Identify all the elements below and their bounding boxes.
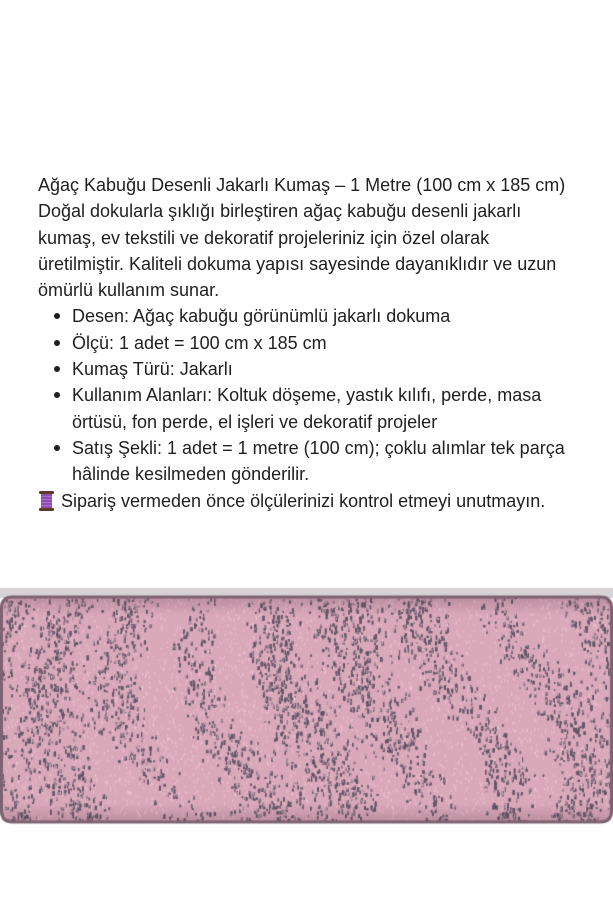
bullet-icon bbox=[54, 340, 60, 346]
fabric-roll-image bbox=[0, 588, 613, 828]
bullet-icon bbox=[54, 313, 60, 319]
measurement-note bbox=[38, 488, 598, 514]
feature-item-fabric-type bbox=[38, 356, 598, 382]
product-title: Ağaç Kabuğu Desenli Jakarlı Kumaş – 1 Metre (100 cm x 185 cm) bbox=[38, 175, 566, 195]
feature-list bbox=[38, 303, 598, 487]
bullet-icon bbox=[54, 445, 60, 451]
description-line: üretilmiştir. Kaliteli dokuma yapısı sayesinde dayanıklıdır ve uzun bbox=[38, 253, 557, 274]
feature-text: Kumaş Türü: Jakarlı bbox=[72, 359, 233, 380]
bullet-icon bbox=[54, 366, 60, 372]
feature-item-usage-areas bbox=[38, 382, 598, 435]
feature-text: Kullanım Alanları: Koltuk döşeme, yastık kılıfı, perde, masa bbox=[72, 385, 542, 406]
feature-text: örtüsü, fon perde, el işleri ve dekoratif projeler bbox=[72, 411, 438, 432]
feature-text: Satış Şekli: 1 adet = 1 metre (100 cm); çoklu alımlar tek parça bbox=[72, 437, 565, 458]
feature-item-pattern bbox=[38, 303, 598, 329]
description-line: kumaş, ev tekstili ve dekoratif projeleriniz için özel olarak bbox=[38, 227, 490, 248]
description-line: Doğal dokularla şıklığı birleştiren ağaç kabuğu desenli jakarlı bbox=[38, 201, 522, 222]
feature-item-sale-type bbox=[38, 435, 598, 488]
description-line: ömürlü kullanım sunar. bbox=[38, 280, 220, 301]
feature-text: hâlinde kesilmeden gönderilir. bbox=[72, 464, 310, 485]
thread-spool-icon bbox=[39, 491, 54, 511]
feature-text: Desen: Ağaç kabuğu görünümlü jakarlı dokuma bbox=[72, 306, 451, 327]
feature-item-size bbox=[38, 330, 598, 356]
note-text: Sipariş vermeden önce ölçülerinizi kontrol etmeyi unutmayın. bbox=[61, 490, 546, 511]
bullet-icon bbox=[54, 392, 60, 398]
feature-text: Ölçü: 1 adet = 100 cm x 185 cm bbox=[72, 332, 327, 353]
product-description bbox=[38, 172, 598, 514]
